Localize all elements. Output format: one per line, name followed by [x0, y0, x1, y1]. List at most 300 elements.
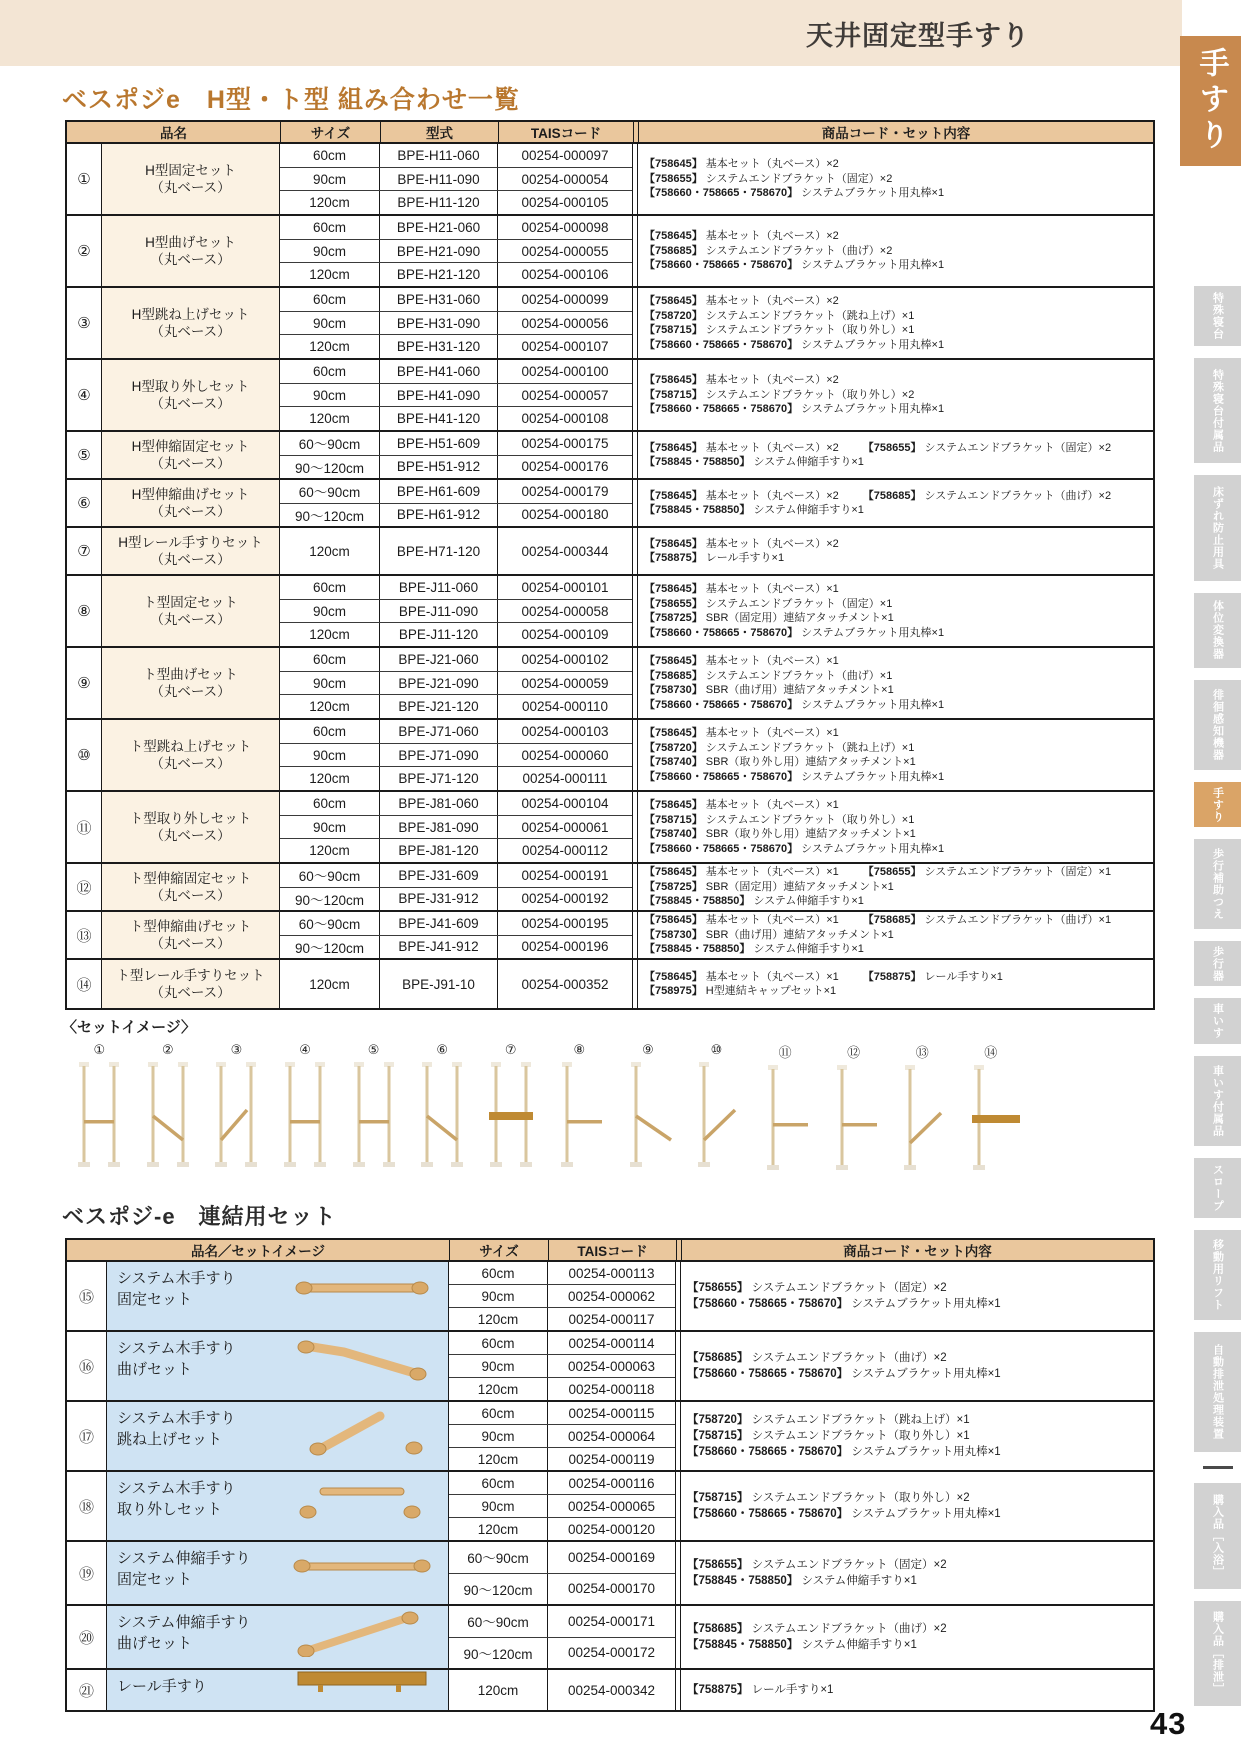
table-row-group: [67, 1670, 1153, 1710]
set-contents-cell: [638, 360, 1153, 430]
set-contents-line: [644, 626, 944, 641]
size-variant-rows: [449, 1332, 675, 1400]
set-contents-line: [644, 503, 864, 518]
set-image-number: ⑦: [504, 1042, 517, 1057]
size-variant-row: [449, 1285, 675, 1308]
product-name-line2: 取り外しセット: [117, 1501, 223, 1518]
model-code: BPE-J71-060: [380, 720, 498, 743]
product-name-line2: （丸ベース）: [150, 684, 231, 699]
set-contents-line: [644, 880, 894, 895]
set-contents-line: [644, 942, 864, 957]
set-contents-line: [644, 827, 916, 842]
set-contents-line: [644, 309, 914, 324]
set-image-item: [134, 1042, 203, 1176]
size-variant-row: [280, 312, 632, 336]
size-value: 60cm: [449, 1472, 548, 1494]
size-variant-row: [449, 1355, 675, 1378]
product-name-cell: [102, 912, 280, 958]
table-row-group: [67, 216, 1153, 288]
page-number: 43: [1150, 1706, 1187, 1741]
set-contents-cell: [638, 144, 1153, 214]
set-contents-line: [644, 441, 1111, 456]
handrail-set-illustration-icon: [550, 1062, 608, 1173]
tais-code: 00254-000344: [521, 543, 609, 559]
size-variant-rows: [449, 1472, 675, 1540]
col-header-contents: 商品コード・セット内容: [843, 1244, 992, 1259]
size-variant-row: [280, 288, 632, 312]
set-content-item: 【758660・758665・758670】 システムブラケット用丸棒×1: [644, 626, 945, 639]
model-code: BPE-J21-120: [380, 695, 498, 718]
sidebar-divider: [1203, 1466, 1233, 1469]
product-code: 【758685】: [644, 669, 703, 682]
product-name-line1: H型取り外しセット: [131, 379, 250, 394]
product-name-line2: （丸ベース）: [150, 504, 231, 519]
set-content-item: 【758685】 システムエンドブラケット（曲げ）×2: [862, 489, 1112, 502]
product-code: 【758875】: [862, 970, 922, 983]
product-code: 【758715】: [687, 1492, 749, 1504]
table-row-group: [67, 528, 1153, 576]
size-value: 90cm: [449, 1495, 548, 1517]
set-contents-line: [644, 842, 944, 857]
tais-code: 00254-000102: [521, 651, 609, 667]
table-row-group: [67, 576, 1153, 648]
size-value: 90cm: [280, 312, 380, 335]
table-row-group: [67, 288, 1153, 360]
product-code: 【758645】: [644, 230, 703, 243]
tais-code: 00254-000110: [521, 699, 609, 715]
sidebar-tab-tesuri-primary[interactable]: 手すり: [1180, 36, 1241, 166]
handrail-set-illustration-icon: [207, 1062, 265, 1173]
product-code: 【758845・758850】: [687, 1575, 799, 1587]
size-value: 60cm: [449, 1402, 548, 1424]
product-name-cell: [102, 720, 280, 790]
set-contents-cell: [681, 1670, 1153, 1710]
tais-code: 00254-000119: [568, 1451, 655, 1467]
set-contents-cell: [681, 1472, 1153, 1540]
product-code: 【758845・758850】: [644, 504, 751, 516]
handrail-set-illustration-icon: [70, 1062, 128, 1173]
handrail-product-illustration-icon: [292, 1480, 434, 1532]
set-content-item: 【758685】 システムエンドブラケット（曲げ）×1: [862, 914, 1112, 927]
product-code: 【758645】: [644, 295, 703, 307]
set-contents-line: [644, 913, 1111, 928]
size-variant-row: [449, 1574, 675, 1605]
tais-code: 00254-000170: [567, 1581, 656, 1597]
set-contents-line: [644, 755, 916, 770]
size-value: 120cm: [280, 695, 380, 718]
handrail-set-illustration-icon: [276, 1062, 334, 1173]
size-variant-rows: [280, 864, 632, 910]
product-code: 【758655】: [687, 1282, 749, 1294]
set-content-item: 【758655】 システムエンドブラケット（固定）×2: [687, 1559, 947, 1571]
set-contents-line: [644, 157, 839, 172]
product-name-image-cell: [107, 1542, 449, 1604]
set-contents-cell: [638, 912, 1153, 958]
set-contents-line: [644, 258, 944, 273]
size-variant-row: [449, 1448, 675, 1470]
tais-code: 00254-000352: [521, 976, 609, 992]
col-header-name-image: 品名／セットイメージ: [67, 1240, 450, 1260]
model-code: BPE-J71-090: [380, 744, 498, 767]
set-content-item: 【758845・758850】 システム伸縮手すり×1: [644, 895, 864, 908]
tais-code: 00254-000112: [521, 843, 609, 859]
model-code: BPE-J81-120: [380, 839, 498, 862]
set-content-item: 【758660・758665・758670】 システムブラケット用丸棒×1: [644, 338, 945, 351]
row-number: ⑮: [67, 1262, 107, 1330]
size-variant-row: [280, 744, 632, 768]
product-name-cell: [102, 432, 280, 478]
product-name-line2: （丸ベース）: [150, 396, 231, 411]
set-content-item: 【758845・758850】 システム伸縮手すり×1: [644, 456, 864, 468]
size-variant-row: [280, 936, 632, 959]
tais-code: 00254-000055: [521, 243, 609, 259]
product-code: 【758715】: [644, 813, 703, 826]
product-code: 【758685】: [862, 489, 922, 502]
size-value: 60cm: [280, 720, 380, 743]
set-image-number: ⑩: [710, 1042, 723, 1057]
set-contents-cell: [638, 864, 1153, 910]
set-content-item: 【758655】 システムエンドブラケット（固定）×1: [644, 597, 893, 610]
size-variant-rows: [280, 960, 632, 1008]
sidebar-tab-item[interactable]: 歩行器: [1194, 941, 1241, 986]
row-number: ⑰: [67, 1402, 107, 1470]
size-variant-row: [280, 335, 632, 358]
tais-code: 00254-000062: [567, 1288, 656, 1304]
set-contents-line: [687, 1573, 917, 1589]
size-value: 90cm: [280, 672, 380, 695]
set-content-item: 【758655】 システムエンドブラケット（固定）×2: [644, 172, 893, 185]
row-number: ⑭: [67, 960, 102, 1008]
size-value: 90cm: [449, 1425, 548, 1447]
table-row-group: [67, 1332, 1153, 1402]
size-value: 60～90cm: [280, 480, 380, 503]
set-content-item: 【758685】 システムエンドブラケット（曲げ）×1: [644, 669, 893, 682]
set-content-item: 【758655】 システムエンドブラケット（固定）×2: [862, 441, 1112, 454]
product-name-line1: H型伸縮固定セット: [131, 439, 250, 454]
set-content-item: 【758660・758665・758670】 システムブラケット用丸棒×1: [644, 187, 945, 200]
handrail-set-illustration-icon: [962, 1065, 1020, 1176]
set-contents-line: [687, 1490, 970, 1506]
set-contents-line: [687, 1296, 1001, 1312]
set-content-item: 【758740】 SBR（取り外し用）連結アタッチメント×1: [644, 828, 916, 840]
set-contents-line: [644, 229, 839, 244]
tais-code: 00254-000342: [567, 1682, 656, 1698]
table-row-group: [67, 144, 1153, 216]
set-content-item: 【758660・758665・758670】 システムブラケット用丸棒×1: [644, 842, 945, 855]
model-code: BPE-J81-060: [380, 792, 498, 815]
size-variant-row: [449, 1425, 675, 1448]
size-variant-rows: [449, 1542, 675, 1604]
size-variant-row: [280, 263, 632, 286]
size-variant-row: [280, 839, 632, 862]
product-code: 【758725】: [644, 612, 703, 624]
product-code: 【758645】: [644, 537, 703, 550]
set-content-item: 【758660・758665・758670】 システムブラケット用丸棒×1: [644, 770, 945, 783]
sidebar-tab-item[interactable]: 購入品［入浴］: [1194, 1483, 1241, 1588]
set-contents-line: [644, 865, 1111, 880]
product-code: 【758645】: [644, 655, 703, 667]
size-variant-rows: [449, 1402, 675, 1470]
set-image-item: [202, 1042, 271, 1176]
tais-code: 00254-000060: [521, 747, 609, 763]
product-code: 【758720】: [687, 1414, 749, 1426]
product-name-line2: （丸ベース）: [150, 252, 231, 267]
set-contents-line: [644, 338, 944, 353]
set-contents-line: [644, 489, 1111, 504]
set-content-item: 【758660・758665・758670】 システムブラケット用丸棒×1: [687, 1298, 1001, 1310]
set-contents-cell: [681, 1606, 1153, 1668]
size-variant-row: [280, 432, 632, 456]
set-contents-line: [687, 1637, 917, 1653]
model-code: BPE-H11-120: [380, 191, 498, 214]
model-code: BPE-H41-060: [380, 360, 498, 383]
set-content-item: 【758645】 基本セット（丸ベース）×1: [644, 799, 839, 811]
product-name-cell: [102, 528, 280, 574]
set-image-number: ⑥: [436, 1042, 448, 1057]
size-value: 60cm: [280, 144, 380, 167]
product-code: 【758845・758850】: [644, 456, 751, 468]
product-code: 【758720】: [644, 741, 703, 754]
size-variant-row: [280, 360, 632, 384]
sidebar-tab-item[interactable]: 床ずれ防止用具: [1194, 475, 1241, 580]
set-image-number: ②: [162, 1042, 174, 1057]
size-variant-row: [280, 168, 632, 192]
set-contents-line: [644, 654, 839, 669]
product-code: 【758740】: [644, 756, 703, 768]
size-value: 60cm: [280, 360, 380, 383]
product-name-line1: ト型跳ね上げセット: [129, 739, 252, 754]
sidebar-tab-item[interactable]: 購入品［排泄］: [1194, 1601, 1241, 1706]
sidebar-tab-item[interactable]: 自動排泄処理装置: [1194, 1332, 1241, 1452]
product-name-line2: （丸ベース）: [150, 456, 231, 471]
product-code: 【758660・758665・758670】: [644, 698, 799, 711]
product-name-cell: [102, 360, 280, 430]
product-code: 【758875】: [644, 552, 703, 564]
size-variant-row: [280, 672, 632, 696]
tais-code: 00254-000192: [521, 891, 609, 907]
set-content-item: 【758720】 システムエンドブラケット（跳ね上げ）×1: [644, 741, 915, 754]
set-content-item: 【758845・758850】 システム伸縮手すり×1: [644, 943, 864, 956]
product-name-cell: [102, 792, 280, 862]
size-variant-rows: [280, 912, 632, 958]
model-code: BPE-J41-912: [380, 936, 498, 959]
size-variant-rows: [280, 720, 632, 790]
product-code: 【758655】: [687, 1559, 749, 1571]
set-image-number: ④: [299, 1042, 311, 1057]
set-contents-line: [644, 669, 892, 684]
sidebar-tab-item[interactable]: 特殊寝台付属品: [1194, 358, 1241, 463]
product-name-image-cell: [107, 1402, 449, 1470]
product-code: 【758660・758665・758670】: [687, 1446, 849, 1458]
product-name-line2: （丸ベース）: [150, 936, 231, 951]
set-contents-line: [644, 373, 839, 388]
product-name-image-cell: [107, 1262, 449, 1330]
size-variant-row: [449, 1262, 675, 1285]
size-variant-row: [280, 767, 632, 790]
set-contents-cell: [638, 528, 1153, 574]
model-code: BPE-J41-609: [380, 912, 498, 935]
set-contents-line: [687, 1428, 970, 1444]
model-code: BPE-J11-120: [380, 623, 498, 646]
size-value: 90～120cm: [280, 456, 380, 479]
product-code: 【758645】: [644, 727, 703, 739]
product-code: 【758715】: [644, 324, 703, 336]
size-value: 90～120cm: [280, 504, 380, 527]
sidebar-tab-item[interactable]: 車いす: [1194, 998, 1241, 1043]
set-image-number: ①: [93, 1042, 106, 1057]
set-content-item: 【758645】 基本セット（丸ベース）×2: [644, 295, 839, 307]
sidebar-tab-item[interactable]: 体位変換器: [1194, 593, 1241, 668]
tais-code: 00254-000063: [567, 1358, 656, 1374]
tais-code: 00254-000117: [568, 1311, 655, 1327]
row-number: ④: [67, 360, 102, 430]
set-contents-line: [644, 597, 892, 612]
product-code: 【758645】: [644, 799, 703, 811]
size-value: 120cm: [449, 1670, 548, 1710]
model-code: BPE-H51-609: [380, 432, 498, 455]
product-name-line1: システム木手すり: [117, 1270, 236, 1287]
product-code: 【758660・758665・758670】: [644, 626, 799, 639]
product-code: 【758660・758665・758670】: [687, 1508, 849, 1520]
handrail-set-illustration-icon: [345, 1062, 403, 1173]
size-value: 60cm: [280, 576, 380, 599]
model-code: BPE-H31-060: [380, 288, 498, 311]
set-content-item: 【758725】 SBR（固定用）連結アタッチメント×1: [644, 880, 894, 893]
size-value: 90cm: [449, 1355, 548, 1377]
row-number: ⑲: [67, 1542, 107, 1604]
product-code: 【758875】: [687, 1684, 749, 1696]
set-content-item: 【758645】 基本セット（丸ベース）×2: [644, 537, 839, 550]
size-variant-rows: [280, 144, 632, 214]
size-variant-rows: [280, 576, 632, 646]
set-image-number: ⑨: [642, 1042, 654, 1057]
tais-code: 00254-000061: [521, 819, 609, 835]
set-contents-line: [644, 551, 784, 566]
size-variant-row: [280, 623, 632, 646]
set-contents-cell: [681, 1262, 1153, 1330]
set-content-item: 【758845・758850】 システム伸縮手すり×1: [687, 1575, 917, 1587]
set-image-number: ⑭: [984, 1045, 998, 1060]
product-name-line1: H型伸縮曲げセット: [131, 487, 250, 502]
set-contents-line: [644, 928, 894, 943]
set-contents-line: [644, 611, 894, 626]
set-contents-line: [644, 698, 944, 713]
col-header-size: サイズ: [281, 122, 381, 142]
size-value: 120cm: [449, 1308, 548, 1330]
sidebar-tab-active[interactable]: 手すり: [1194, 782, 1241, 827]
table-row-group: [67, 864, 1153, 912]
set-contents-cell: [638, 648, 1153, 718]
set-content-item: 【758715】 システムエンドブラケット（取り外し）×1: [644, 324, 915, 336]
product-name-image-cell: [107, 1670, 449, 1710]
product-code: 【758655】: [644, 172, 703, 185]
product-name-line1: H型曲げセット: [145, 235, 236, 250]
size-variant-row: [280, 864, 632, 888]
handrail-set-illustration-icon: [756, 1065, 814, 1176]
product-name-line2: 曲げセット: [117, 1635, 193, 1652]
sidebar-tab-item[interactable]: 徘徊感知機器: [1194, 680, 1241, 770]
handrail-product-illustration-icon: [292, 1270, 434, 1322]
size-variant-row: [449, 1638, 675, 1669]
set-content-item: 【758660・758665・758670】 システムブラケット用丸棒×1: [644, 698, 945, 711]
sidebar-tab-item[interactable]: スロープ: [1194, 1158, 1241, 1218]
sidebar-tab-item[interactable]: 特殊寝台: [1194, 286, 1241, 346]
size-value: 120cm: [280, 263, 380, 286]
tais-code: 00254-000057: [521, 387, 609, 403]
set-content-item: 【758660・758665・758670】 システムブラケット用丸棒×1: [687, 1368, 1001, 1380]
tais-code: 00254-000114: [568, 1335, 655, 1351]
handrail-set-illustration-icon: [619, 1062, 677, 1173]
set-contents-cell: [638, 288, 1153, 358]
product-name-cell: [102, 288, 280, 358]
product-code: 【758660・758665・758670】: [644, 259, 799, 272]
sidebar-tab-item[interactable]: 車いす付属品: [1194, 1056, 1241, 1146]
handrail-product-illustration-icon: [292, 1611, 434, 1663]
set-contents-cell: [638, 480, 1153, 526]
product-code: 【758845・758850】: [687, 1639, 799, 1651]
set-contents-line: [644, 186, 944, 201]
col-header-tais: TAISコード: [530, 126, 602, 141]
sidebar-category-tabs: [1194, 286, 1241, 1706]
combination-table-header: [67, 122, 1153, 144]
row-number: ②: [67, 216, 102, 286]
set-content-item: 【758740】 SBR（取り外し用）連結アタッチメント×1: [644, 756, 916, 768]
product-code: 【758725】: [644, 880, 703, 893]
product-code: 【758645】: [644, 441, 703, 454]
tais-code: 00254-000172: [567, 1645, 656, 1661]
row-number: ⑯: [67, 1332, 107, 1400]
product-code: 【758645】: [644, 970, 703, 983]
size-value: 120cm: [280, 960, 380, 1008]
joint-set-table: [65, 1238, 1155, 1712]
set-contents-line: [687, 1557, 947, 1573]
size-variant-row: [280, 816, 632, 840]
sidebar-tab-item[interactable]: 歩行補助つえ: [1194, 839, 1241, 929]
tais-code: 00254-000100: [521, 363, 609, 379]
set-contents-line: [687, 1280, 947, 1296]
page-category-title: 天井固定型手すり: [806, 20, 1030, 51]
set-contents-line: [644, 813, 914, 828]
set-contents-line: [644, 894, 864, 909]
size-value: 60cm: [280, 792, 380, 815]
size-variant-row: [280, 720, 632, 744]
product-code: 【758660・758665・758670】: [644, 187, 799, 200]
set-contents-line: [644, 741, 914, 756]
sidebar-tab-item[interactable]: 移動用リフト: [1194, 1230, 1241, 1320]
size-variant-rows: [280, 648, 632, 718]
size-variant-row: [280, 960, 632, 1008]
table-row-group: [67, 792, 1153, 864]
set-content-item: 【758715】 システムエンドブラケット（取り外し）×2: [644, 388, 915, 401]
size-variant-rows: [449, 1262, 675, 1330]
handrail-set-illustration-icon: [687, 1062, 745, 1173]
product-name-cell: [102, 216, 280, 286]
set-content-item: 【758645】 基本セット（丸ベース）×1: [644, 583, 839, 595]
model-code: BPE-H21-060: [380, 216, 498, 239]
model-code: BPE-H51-912: [380, 456, 498, 479]
product-name-line2: （丸ベース）: [150, 324, 231, 339]
model-code: BPE-H31-120: [380, 335, 498, 358]
handrail-set-illustration-icon: [825, 1065, 883, 1176]
set-content-item: 【758645】 基本セット（丸ベース）×1: [644, 727, 839, 739]
set-content-item: 【758715】 システムエンドブラケット（取り外し）×2: [687, 1492, 970, 1504]
tais-code: 00254-000103: [521, 723, 609, 739]
size-variant-row: [449, 1606, 675, 1638]
product-code: 【758645】: [644, 374, 703, 387]
set-content-item: 【758645】 基本セット（丸ベース）×1: [644, 914, 839, 927]
product-name-line1: ト型取り外しセット: [129, 811, 252, 826]
model-code: BPE-H31-090: [380, 312, 498, 335]
